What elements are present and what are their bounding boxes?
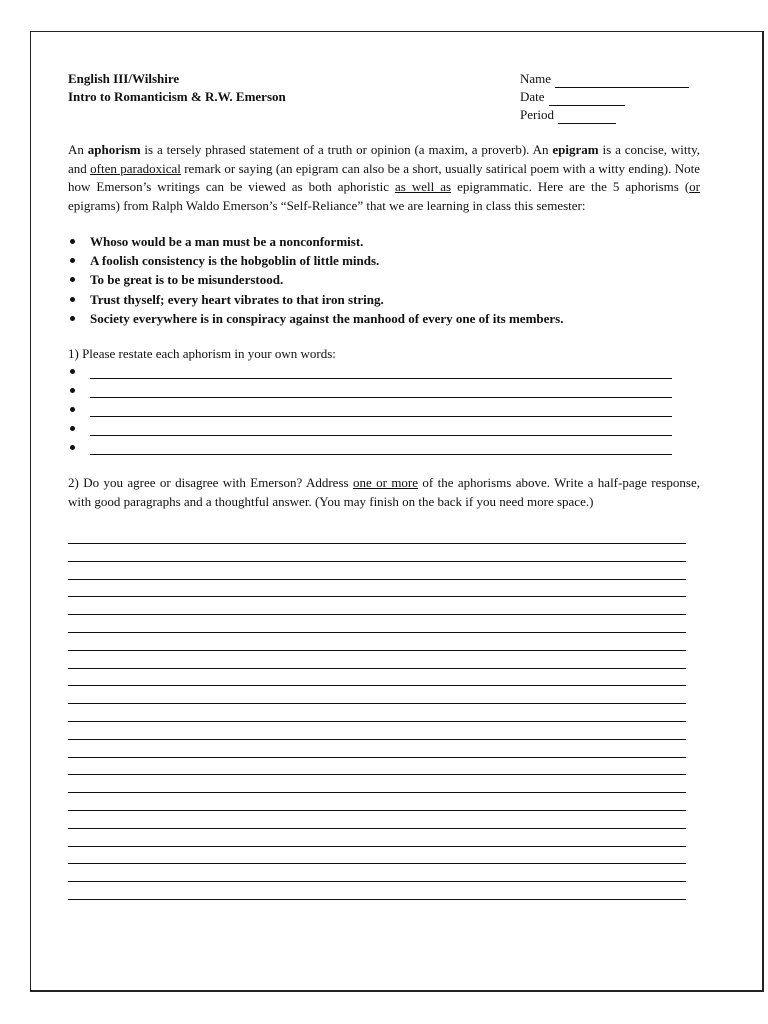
or-underlined: or (689, 179, 701, 194)
date-label: Date (520, 89, 545, 104)
restate-answer-lines (68, 362, 672, 457)
name-blank[interactable] (555, 74, 689, 88)
period-label: Period (520, 107, 554, 122)
response-line (68, 863, 686, 864)
writing-line (90, 397, 672, 398)
response-line (68, 668, 686, 669)
intro-text: epigrams) from Ralph Waldo Emerson’s “Self-Reliance” that we are learning in class this semester: (68, 197, 586, 213)
bullet-dot (70, 388, 75, 393)
bullet-dot (70, 426, 75, 431)
restate-answer-line[interactable] (68, 400, 672, 419)
response-line (68, 614, 686, 615)
worksheet-header (68, 70, 286, 106)
response-line (68, 757, 686, 758)
aphorism-item: Trust thyself; every heart vibrates to that iron string. (68, 290, 563, 309)
restate-answer-line[interactable] (68, 381, 672, 400)
question-1-prompt: 1) Please restate each aphorism in your own words: (68, 346, 336, 361)
response-line (68, 703, 686, 704)
response-line (68, 774, 686, 775)
restate-answer-line[interactable] (68, 419, 672, 438)
restate-answer-line[interactable] (68, 362, 672, 381)
bullet-dot (70, 369, 75, 374)
response-line (68, 881, 686, 882)
intro-paragraph (68, 141, 700, 215)
bullet-dot (70, 445, 75, 450)
writing-line (90, 378, 672, 379)
response-line (68, 792, 686, 793)
response-writing-area[interactable] (68, 543, 686, 917)
bullet-dot (70, 407, 75, 412)
aphorism-item: Whoso would be a man must be a nonconformist. (68, 232, 563, 251)
writing-line (90, 454, 672, 455)
intro-text: epigrammatic. Here are the 5 aphorisms ( (451, 179, 690, 194)
response-line (68, 739, 686, 740)
response-line (68, 899, 686, 900)
response-line (68, 596, 686, 597)
aphorism-term: aphorism (87, 142, 141, 157)
intro-text: is a tersely phrased statement of a truth or opinion (a maxim, a proverb). An (140, 142, 553, 157)
question-2-text: 2) Do you agree or disagree with Emerson? Address (68, 475, 353, 490)
aphorism-item: To be great is to be misunderstood. (68, 270, 563, 289)
intro-text: remark or saying (an epigram can also be a short, usually satirical poem with a witty ending). Note how Emerson’s writings can be viewed as both aphoristic (68, 160, 700, 194)
response-line (68, 685, 686, 686)
response-line (68, 721, 686, 722)
date-blank[interactable] (549, 92, 625, 106)
writing-line (90, 416, 672, 417)
response-line (68, 632, 686, 633)
unit-title: Intro to Romanticism & R.W. Emerson (68, 89, 286, 104)
period-blank[interactable] (558, 110, 616, 124)
intro-text: An (68, 142, 88, 157)
response-line (68, 561, 686, 562)
aphorism-item: A foolish consistency is the hobgoblin of little minds. (68, 251, 563, 270)
question-2-text: of the aphorisms above. Write a half-page response, with good paragraphs and a thoughtful answer. (You may finish on the back if you need more space.) (68, 475, 700, 509)
often-paradoxical-underlined: often paradoxical (90, 160, 181, 176)
as-well-as-underlined: as well as (395, 179, 452, 194)
name-label: Name (520, 71, 552, 86)
response-line (68, 828, 686, 829)
writing-line (90, 435, 672, 436)
question-2-prompt (68, 474, 700, 511)
response-line (68, 650, 686, 651)
response-line (68, 543, 686, 544)
aphorism-item: Society everywhere is in conspiracy against the manhood of every one of its members. (68, 309, 563, 328)
aphorism-list (68, 232, 563, 328)
intro-text: is a concise, witty, and (68, 142, 700, 176)
student-info-block (520, 70, 689, 124)
epigram-term: epigram (552, 142, 599, 157)
one-or-more-underlined: one or more (352, 475, 419, 490)
response-line (68, 846, 686, 847)
response-line (68, 810, 686, 811)
course-title: English III/Wilshire (68, 71, 180, 86)
restate-answer-line[interactable] (68, 438, 672, 457)
response-line (68, 579, 686, 580)
